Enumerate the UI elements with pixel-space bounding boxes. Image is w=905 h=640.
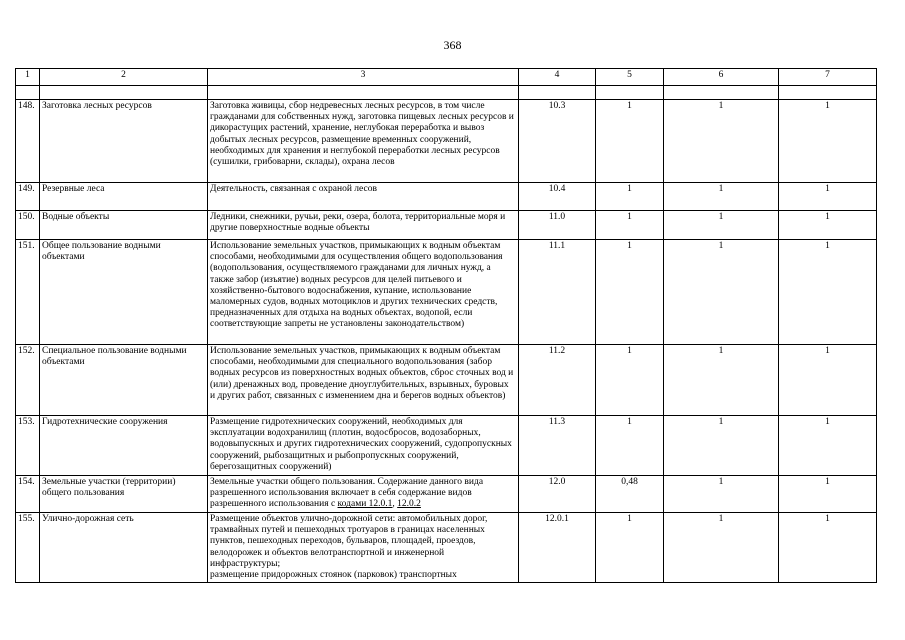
row-col6: 1 — [664, 513, 779, 583]
row-number: 149. — [16, 183, 40, 211]
row-code: 11.0 — [519, 211, 596, 240]
row-code: 11.1 — [519, 240, 596, 345]
header-cell: 4 — [519, 69, 596, 86]
table-row — [16, 345, 877, 416]
row-number: 153. — [16, 416, 40, 476]
header-row — [16, 69, 877, 86]
row-col6: 1 — [664, 183, 779, 211]
row-description-text: Земельные участки общего пользования. Содержание данного вида разрешенного использования включает в себя содержание видов разрешенного использования с — [210, 477, 484, 510]
row-number: 148. — [16, 100, 40, 183]
header-cell: 5 — [596, 69, 664, 86]
row-name: Земельные участки (территории) общего пользования — [40, 476, 208, 513]
row-name: Резервные леса — [40, 183, 208, 211]
table-row — [16, 100, 877, 183]
row-description: Заготовка живицы, сбор недревесных лесных ресурсов, в том числе гражданами для собственных нужд, заготовка пищевых лесных ресурсов и дикорастущих растений, хранение, неглубокая переработка и вывоз добытых лесных ресурсов, размещение временных сооружений, необходимых для хранения и неглубокой переработки лесных ресурсов (сушилки, грибоварни, склады), охрана лесов — [208, 100, 519, 183]
header-cell: 7 — [779, 69, 877, 86]
header-cell: 1 — [16, 69, 40, 86]
row-number: 154. — [16, 476, 40, 513]
row-description: Использование земельных участков, примыкающих к водным объектам способами, необходимыми для специального водопользования (забор водных ресурсов из поверхностных водных объектов, сброс сточных вод и (или) дренажных вод, проведение дноуглубительных, взрывных, буровых и других работ, связанных с изменением дна и берегов водных объектов) — [208, 345, 519, 416]
row-description-continued: размещение придорожных стоянок (парковок) транспортных — [210, 570, 457, 581]
row-col5: 1 — [596, 211, 664, 240]
row-description: Деятельность, связанная с охраной лесов — [208, 183, 519, 211]
table-row — [16, 211, 877, 240]
table-row — [16, 476, 877, 513]
row-col6: 1 — [664, 476, 779, 513]
row-code: 10.3 — [519, 100, 596, 183]
row-col5: 0,48 — [596, 476, 664, 513]
link-separator: , — [392, 499, 398, 510]
row-col5: 1 — [596, 416, 664, 476]
row-number: 150. — [16, 211, 40, 240]
code-link-12-0-2[interactable]: 12.0.2 — [397, 499, 421, 510]
table-row — [16, 240, 877, 345]
row-code: 11.2 — [519, 345, 596, 416]
code-link-12-0-1[interactable]: кодами 12.0.1 — [337, 499, 393, 510]
row-col5: 1 — [596, 513, 664, 583]
row-number: 155. — [16, 513, 40, 583]
row-col6: 1 — [664, 211, 779, 240]
row-description: Ледники, снежники, ручьи, реки, озера, болота, территориальные моря и другие поверхностные водные объекты — [208, 211, 519, 240]
row-code: 10.4 — [519, 183, 596, 211]
row-col6: 1 — [664, 416, 779, 476]
row-name: Специальное пользование водными объектами — [40, 345, 208, 416]
row-description — [208, 513, 519, 583]
header-cell: 6 — [664, 69, 779, 86]
row-name: Заготовка лесных ресурсов — [40, 100, 208, 183]
row-number: 152. — [16, 345, 40, 416]
row-code: 11.3 — [519, 416, 596, 476]
row-col7: 1 — [779, 240, 877, 345]
table-row — [16, 513, 877, 583]
table-row — [16, 183, 877, 211]
row-col5: 1 — [596, 183, 664, 211]
row-name: Водные объекты — [40, 211, 208, 240]
header-cell: 3 — [208, 69, 519, 86]
row-col6: 1 — [664, 240, 779, 345]
row-name: Гидротехнические сооружения — [40, 416, 208, 476]
page-number: 368 — [443, 38, 462, 52]
row-col5: 1 — [596, 100, 664, 183]
row-number: 151. — [16, 240, 40, 345]
row-code: 12.0.1 — [519, 513, 596, 583]
spacer-row — [16, 86, 877, 100]
row-description: Размещение гидротехнических сооружений, необходимых для эксплуатации водохранилищ (плотин, водосбросов, водозаборных, водовыпускных и других гидротехнических сооружений, судопропускных сооружений, рыбозащитных и рыбопропускных сооружений, берегозащитных сооружений) — [208, 416, 519, 476]
row-col7: 1 — [779, 513, 877, 583]
row-col7: 1 — [779, 476, 877, 513]
row-name: Улично-дорожная сеть — [40, 513, 208, 583]
row-description: Использование земельных участков, примыкающих к водным объектам способами, необходимыми для осуществления общего водопользования (водопользования, осуществляемого гражданами для личных нужд, а также забор (изъятие) водных ресурсов для целей питьевого и хозяйственно-бытового водоснабжения, купание, использование маломерных судов, водных мотоциклов и других технических средств, предназначенных для отдыха на водных объектах, водопой, если соответствующие запреты не установлены законодательством) — [208, 240, 519, 345]
row-col7: 1 — [779, 345, 877, 416]
header-cell: 2 — [40, 69, 208, 86]
table-row — [16, 416, 877, 476]
row-description-text: Размещение объектов улично-дорожной сети: автомобильных дорог, трамвайных путей и пешеходных тротуаров в границах населенных пунктов, пешеходных переходов, бульваров, площадей, проездов, велодорожек и объектов велотранспортной и инженерной инфраструктуры; — [210, 514, 488, 569]
row-col6: 1 — [664, 100, 779, 183]
row-code: 12.0 — [519, 476, 596, 513]
row-col5: 1 — [596, 345, 664, 416]
row-col7: 1 — [779, 100, 877, 183]
row-col7: 1 — [779, 183, 877, 211]
land-use-table — [15, 68, 877, 583]
row-col7: 1 — [779, 416, 877, 476]
row-description — [208, 476, 519, 513]
row-col7: 1 — [779, 211, 877, 240]
row-col6: 1 — [664, 345, 779, 416]
row-name: Общее пользование водными объектами — [40, 240, 208, 345]
row-col5: 1 — [596, 240, 664, 345]
